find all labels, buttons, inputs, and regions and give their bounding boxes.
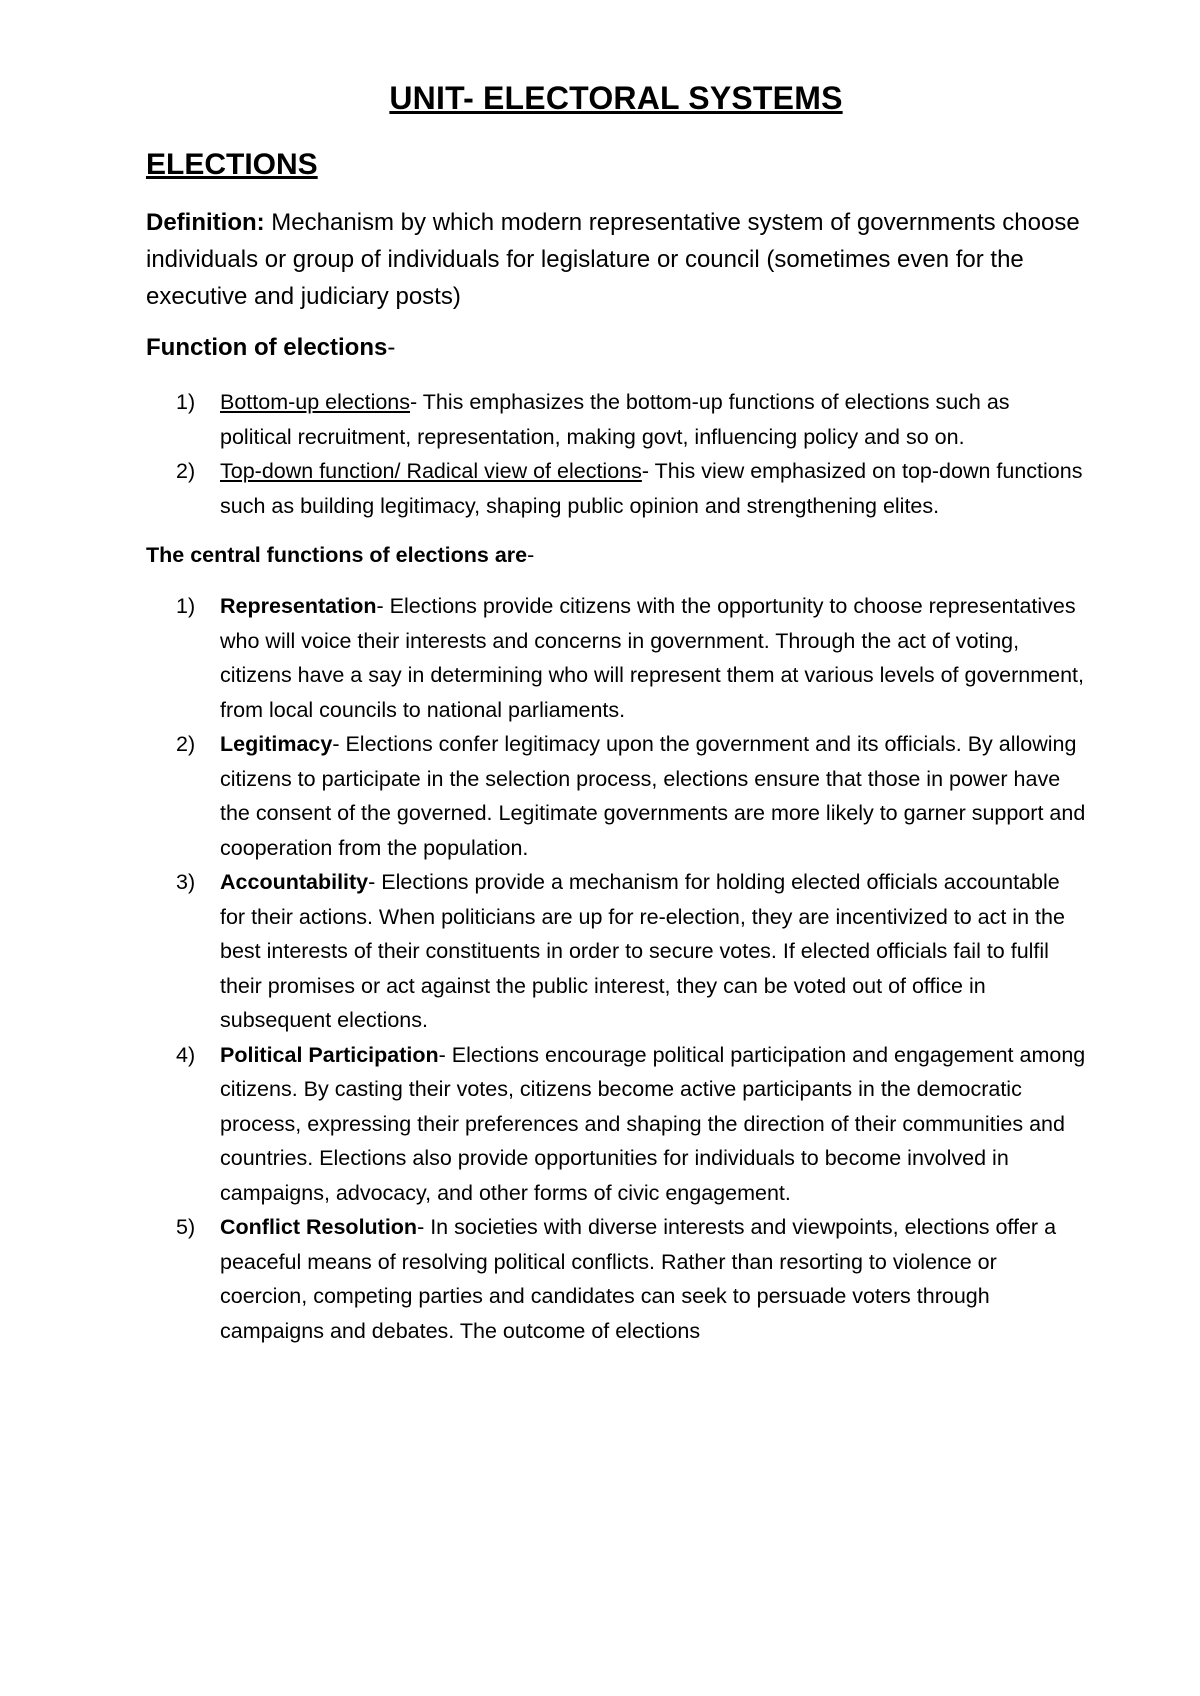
- list-item-term: Representation: [220, 594, 377, 618]
- central-heading-label: The central functions of elections are: [146, 543, 528, 567]
- document-content: [146, 78, 1086, 1348]
- section-title: ELECTIONS: [146, 148, 318, 181]
- list-item-text: - Elections provide citizens with the opportunity to choose representatives who will voice their interests and concerns in government. Through the act of voting, citizens have a say in determining who will represent them at various levels of government, from local councils to national parliaments.: [220, 594, 1084, 722]
- list-item-text: - This emphasizes the bottom-up functions of elections such as political recruitment, representation, making govt, influencing policy and so on.: [220, 390, 1010, 449]
- list-item-number: 5): [176, 1215, 196, 1239]
- list-item-number: 3): [176, 870, 196, 894]
- unit-title: UNIT- ELECTORAL SYSTEMS: [389, 80, 843, 116]
- central-list-item: [146, 865, 1086, 1038]
- function-heading-label: Function of elections: [146, 334, 388, 361]
- list-item-term: Accountability: [220, 870, 369, 894]
- list-item-text: - Elections provide a mechanism for holding elected officials accountable for their actions. When politicians are up for re-election, they are incentivized to act in the best interests of their constituents in order to secure votes. If elected officials fail to fulfil their promises or act against the public interest, they can be voted out of office in subsequent elections.: [220, 870, 1065, 1032]
- list-item-term: Bottom-up elections: [220, 390, 411, 414]
- list-item-text: - In societies with diverse interests and viewpoints, elections offer a peaceful means of resolving political conflicts. Rather than resorting to violence or coercion, competing parties and candidates can seek to persuade voters through campaigns and debates. The outcome of elections: [220, 1215, 1057, 1343]
- list-item-number: 2): [176, 459, 196, 483]
- list-item-term: Top-down function/ Radical view of elections: [220, 459, 642, 483]
- list-item-number: 1): [176, 594, 196, 618]
- function-list: [146, 385, 1086, 523]
- function-list-item: [146, 454, 1086, 523]
- definition-text: Mechanism by which modern representative system of governments choose individuals or group of individuals for legislature or council (sometimes even for the executive and judiciary posts): [146, 209, 1080, 310]
- list-item-text: - Elections confer legitimacy upon the government and its officials. By allowing citizens to participate in the selection process, elections ensure that those in power have the consent of the governed. Legitimate governments are more likely to garner support and cooperation from the population.: [220, 732, 1086, 860]
- list-item-number: 2): [176, 732, 196, 756]
- definition-paragraph: [146, 204, 1086, 315]
- central-list-item: [146, 727, 1086, 865]
- list-item-text: - Elections encourage political participation and engagement among citizens. By casting their votes, citizens become active participants in the democratic process, expressing their preferences and shaping the direction of their communities and countries. Elections also provide opportunities for individuals to become involved in campaigns, advocacy, and other forms of civic engagement.: [220, 1042, 1086, 1205]
- list-item-term: Political Participation: [220, 1042, 439, 1067]
- central-functions-heading: [146, 539, 1086, 571]
- function-heading-suffix: -: [387, 334, 396, 361]
- list-item-number: 1): [176, 390, 196, 414]
- list-item-number: 4): [176, 1042, 196, 1067]
- list-item-text: - This view emphasized on top-down functions such as building legitimacy, shaping public opinion and strengthening elites.: [220, 459, 1083, 518]
- list-item-term: Conflict Resolution: [220, 1215, 418, 1239]
- central-list-item: [146, 1210, 1086, 1348]
- central-list-item: [146, 589, 1086, 727]
- central-heading-suffix: -: [527, 543, 535, 567]
- function-heading: [146, 331, 1086, 365]
- function-list-item: [146, 385, 1086, 454]
- definition-label: Definition:: [146, 209, 265, 236]
- central-list-item: [146, 1038, 1086, 1211]
- list-item-term: Legitimacy: [220, 732, 333, 756]
- central-functions-list: [146, 589, 1086, 1348]
